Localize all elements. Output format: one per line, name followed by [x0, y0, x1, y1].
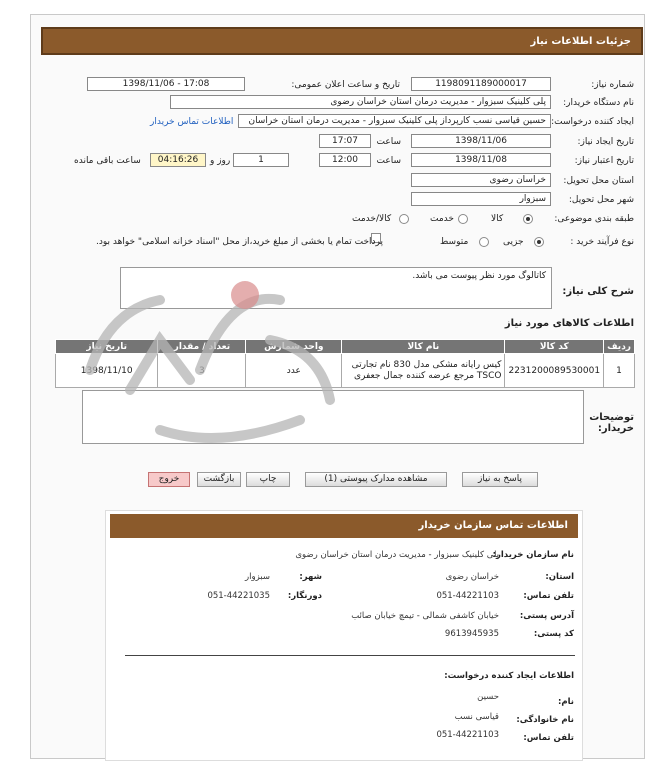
contact-phone-label: تلفن تماس: — [523, 591, 574, 601]
col-name: نام کالا — [342, 340, 505, 354]
validity-date-field: 1398/11/08 — [411, 153, 551, 167]
contact-city-label: شهر: — [299, 572, 322, 582]
contact-postal-label: کد پستی: — [533, 629, 574, 639]
buyer-contact-link[interactable]: اطلاعات تماس خریدار — [150, 117, 234, 127]
validity-time-field: 12:00 — [319, 153, 371, 167]
category-goods-label: کالا — [491, 214, 504, 224]
col-code: کد کالا — [505, 340, 604, 354]
contact-fax-value: 051-44221035 — [207, 591, 270, 601]
announce-datetime-label: تاریخ و ساعت اعلان عمومی: — [291, 80, 400, 90]
cell-unit: عدد — [246, 354, 342, 388]
process-medium-label: متوسط — [440, 237, 469, 247]
created-date-label: تاریخ ایجاد نیاز: — [577, 137, 634, 147]
category-goods-service-label: کالا/خدمت — [352, 214, 392, 224]
remaining-time-field: 04:16:26 — [150, 153, 206, 167]
col-qty: تعداد / مقدار — [158, 340, 246, 354]
delivery-city-field: سبزوار — [411, 192, 551, 206]
validity-time-label: ساعت — [376, 156, 401, 166]
contact-province-label: استان: — [545, 572, 574, 582]
cell-qty: 3 — [158, 354, 246, 388]
contact-postal-value: 9613945935 — [444, 629, 499, 639]
requester-field: حسین قیاسی نسب کارپرداز پلی کلینیک سبزوار - مدیریت درمان استان خراسان — [238, 114, 551, 128]
creator-name-value: حسین — [477, 692, 499, 702]
contact-city-value: سبزوار — [245, 572, 270, 582]
page-title: جزئیات اطلاعات نیاز — [41, 27, 643, 55]
contact-fax-label: دورنگار: — [287, 591, 322, 601]
process-medium-radio[interactable] — [479, 237, 489, 247]
table-row — [56, 354, 635, 388]
created-time-label: ساعت — [376, 137, 401, 147]
delivery-province-field: خراسان رضوی — [411, 173, 551, 187]
creator-phone-value: 051-44221103 — [436, 730, 499, 740]
cell-code: 2231200089530001 — [505, 354, 604, 388]
announce-datetime-field: 1398/11/06 - 17:08 — [87, 77, 245, 91]
category-goods-radio[interactable] — [523, 214, 533, 224]
buyer-notes-field — [82, 390, 584, 444]
category-service-radio[interactable] — [458, 214, 468, 224]
print-button[interactable]: چاپ — [246, 472, 290, 487]
remaining-days-field: 1 — [233, 153, 289, 167]
cell-row: 1 — [604, 354, 635, 388]
creator-family-value: قیاسی نسب — [454, 712, 499, 722]
cell-name: کیس رایانه مشکی مدل 830 نام تجارتی TSCO مرجع عرضه کننده جمال جعفری — [342, 354, 505, 388]
back-button[interactable]: بازگشت — [197, 472, 241, 487]
buyer-notes-label: توضیحات خریدار: — [589, 412, 634, 434]
col-unit: واحد شمارش — [246, 340, 342, 354]
category-label: طبقه بندی موضوعی: — [554, 214, 634, 224]
contact-title: اطلاعات تماس سازمان خریدار — [110, 514, 578, 538]
exit-button[interactable]: خروج — [148, 472, 190, 487]
contact-address-value: خیابان کاشفی شمالی - تیمچ خیابان صائب — [351, 611, 499, 621]
contact-phone-value: 051-44221103 — [436, 591, 499, 601]
requester-label: ایجاد کننده درخواست: — [551, 117, 634, 127]
col-date: تاریخ نیاز — [56, 340, 158, 354]
contact-panel — [105, 510, 583, 761]
contact-address-label: آدرس پستی: — [519, 611, 574, 621]
delivery-city-label: شهر محل تحویل: — [568, 195, 634, 205]
days-label: روز و — [210, 156, 231, 166]
creator-family-label: نام خانوادگی: — [516, 715, 574, 725]
col-row: ردیف — [604, 340, 635, 354]
contact-province-value: خراسان رضوی — [445, 572, 499, 582]
buyer-org-label: نام دستگاه خریدار: — [563, 98, 634, 108]
creator-phone-label: تلفن تماس: — [523, 733, 574, 743]
contact-org-label: نام سازمان خریدار: — [492, 550, 574, 560]
buyer-org-field: پلی کلینیک سبزوار - مدیریت درمان استان خراسان رضوی — [170, 95, 551, 109]
contact-org-value: پلی کلینیک سبزوار - مدیریت درمان استان خراسان رضوی — [295, 550, 499, 560]
remaining-time-label: ساعت باقی مانده — [74, 156, 141, 166]
attachments-button[interactable]: مشاهده مدارک پیوستی (1) — [305, 472, 447, 487]
process-partial-label: جزیی — [503, 237, 524, 247]
contact-divider — [125, 655, 575, 656]
reply-button[interactable]: پاسخ به نیاز — [462, 472, 538, 487]
delivery-province-label: استان محل تحویل: — [563, 176, 634, 186]
summary-field: کاتالوگ مورد نظر پیوست می باشد. — [120, 267, 552, 309]
process-type-label: نوع فرآیند خرید : — [570, 237, 634, 247]
created-date-field: 1398/11/06 — [411, 134, 551, 148]
created-time-field: 17:07 — [319, 134, 371, 148]
process-partial-radio[interactable] — [534, 237, 544, 247]
summary-label: شرح کلی نیاز: — [562, 286, 634, 297]
category-service-label: خدمت — [430, 214, 454, 224]
items-table — [55, 339, 635, 388]
cell-date: 1398/11/10 — [56, 354, 158, 388]
need-number-field: 1198091189000017 — [411, 77, 551, 91]
treasury-note: پرداخت تمام یا بخشی از مبلغ خرید،از محل "اسناد خزانه اسلامی" خواهد بود. — [96, 237, 384, 247]
need-number-label: شماره نیاز: — [591, 80, 634, 90]
creator-title: اطلاعات ایجاد کننده درخواست: — [444, 671, 574, 681]
category-goods-service-radio[interactable] — [399, 214, 409, 224]
validity-date-label: تاریخ اعتبار نیاز: — [574, 156, 634, 166]
items-section-title: اطلاعات کالاهای مورد نیاز — [504, 318, 634, 329]
creator-name-label: نام: — [557, 697, 574, 707]
